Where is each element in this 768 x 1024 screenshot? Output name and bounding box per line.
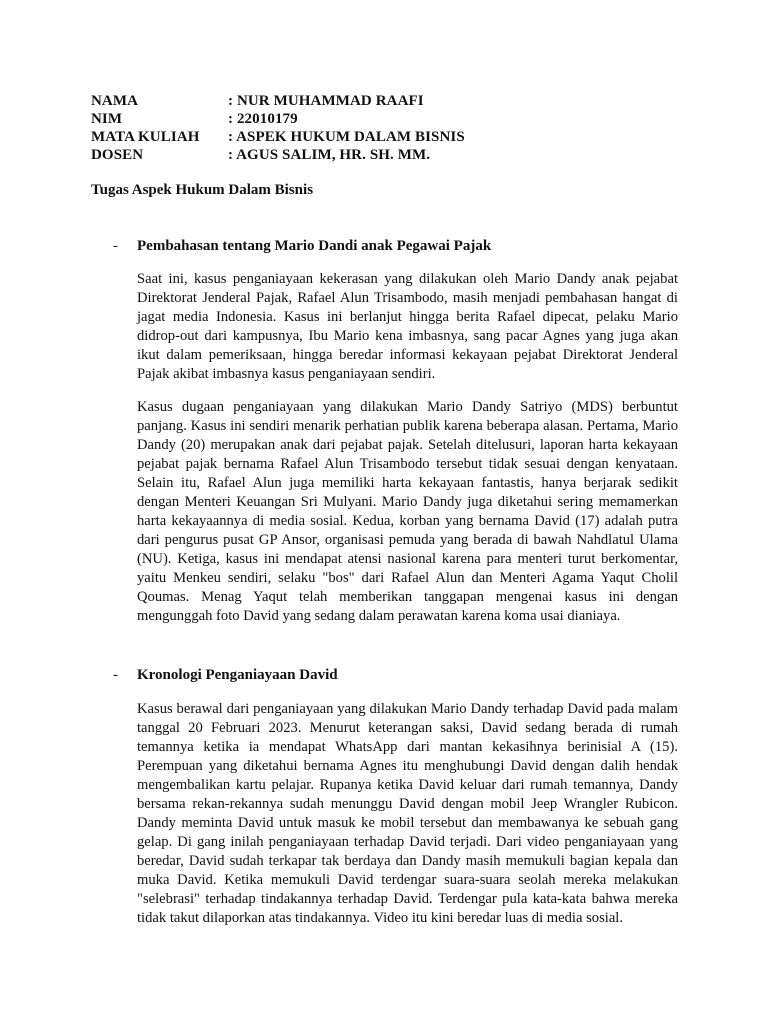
document-title: Tugas Aspek Hukum Dalam Bisnis [91, 182, 314, 198]
section-heading-2 [91, 666, 691, 684]
header-label: NAMA [91, 93, 139, 109]
section-heading-text: Kronologi Penganiayaan David [137, 667, 338, 683]
student-info-header [91, 92, 691, 164]
header-value: : 22010179 [228, 111, 298, 127]
bullet-dash: - [113, 667, 118, 683]
header-value: : ASPEK HUKUM DALAM BISNIS [228, 129, 465, 145]
header-label: NIM [91, 111, 123, 127]
section-1-paragraph-1: Saat ini, kasus penganiayaan kekerasan yang dilakukan oleh Mario Dandy anak pejabat Direktorat Jenderal Pajak, Rafael Alun Trisambodo, masih menjadi pembahasan hangat di jagat media Indonesia. Kasus ini berlanjut hingga berita Rafael dipecat, pelaku Mario didrop-out dari kampusnya, Ibu Mario kena imbasnya, sang pacar Agnes yang juga akan ikut dalam pemeriksaan, hingga beredar informasi kekayaan pejabat Direktorat Jenderal Pajak akibat imbasnya kasus penganiayaan sendiri. [137, 271, 678, 382]
header-row-nama [91, 92, 691, 110]
header-label: MATA KULIAH [91, 129, 200, 145]
header-label: DOSEN [91, 147, 144, 163]
header-value: : NUR MUHAMMAD RAAFI [228, 93, 424, 109]
header-row-mata-kuliah [91, 128, 691, 146]
bullet-dash: - [113, 238, 118, 254]
header-value: : AGUS SALIM, HR. SH. MM. [228, 147, 431, 163]
header-row-nim [91, 110, 691, 128]
section-heading-1 [91, 237, 691, 255]
section-1-paragraph-2: Kasus dugaan penganiayaan yang dilakukan Mario Dandy Satriyo (MDS) berbuntut panjang. Kasus ini sendiri menarik perhatian publik karena beberapa alasan. Pertama, Mario Dandy (20) merupakan anak dari pejabat pajak. Setelah ditelusuri, laporan harta kekayaan pejabat pajak bernama Rafael Alun Trisambodo tersebut tidak sesuai dengan kenyataan. Selain itu, Rafael Alun juga memiliki harta kekayaan fantastis, hanya berjarak sedikit dengan Menteri Keuangan Sri Mulyani. Mario Dandy juga diketahui sering memamerkan harta kekayaannya di media sosial. Kedua, korban yang bernama David (17) adalah putra dari pengurus pusat GP Ansor, organisasi pemuda yang berada di bawah Nahdlatul Ulama (NU). Ketiga, kasus ini mendapat atensi nasional karena para menteri turut berkomentar, yaitu Menkeu sendiri, selaku "bos" dari Rafael Alun dan Menteri Agama Yaqut Cholil Qoumas. Menag Yaqut telah memberikan tanggapan mengenai kasus ini dengan mengunggah foto David yang sedang dalam perawatan karena koma usai dianiaya. [137, 399, 678, 624]
section-heading-text: Pembahasan tentang Mario Dandi anak Pegawai Pajak [137, 238, 492, 254]
header-row-dosen [91, 146, 691, 164]
section-2-paragraph-1: Kasus berawal dari penganiayaan yang dilakukan Mario Dandy terhadap David pada malam tanggal 20 Februari 2023. Menurut keterangan saksi, David sedang berada di rumah temannya ketika ia mendapat WhatsApp dari mantan kekasihnya berinisial A (15). Perempuan yang diketahui bernama Agnes itu menghubungi David dengan dalih hendak mengembalikan kartu pelajar. Rupanya ketika David keluar dari rumah temannya, Dandy bersama rekan-rekannya sudah menunggu David dengan mobil Jeep Wrangler Rubicon. Dandy meminta David untuk masuk ke mobil tersebut dan membawanya ke sebuah gang gelap. Di gang inilah penganiayaan terhadap David terjadi. Dari video penganiayaan yang beredar, David sudah terkapar tak berdaya dan Dandy masih memukuli bagian kepala dan muka David. Ketika memukuli David terdengar suara-suara seolah mereka melakukan "selebrasi" terhadap tindakannya terhadap David. Terdengar pula kata-kata bahwa mereka tidak takut dilaporkan atas tindakannya. Video itu kini beredar luas di media sosial. [137, 701, 678, 926]
